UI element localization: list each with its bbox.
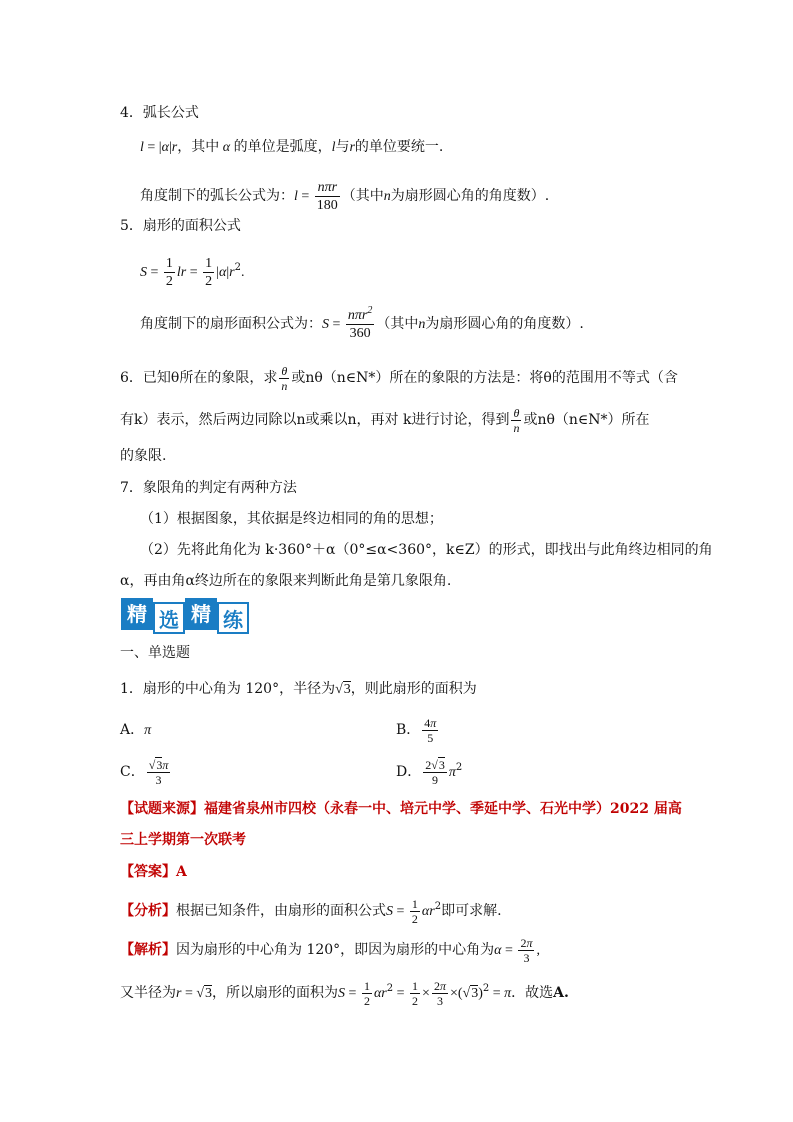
option-b: B． $\frac{4\pi}{5}$ xyxy=(396,715,437,745)
heading-sector-area: 5．扇形的面积公式 xyxy=(120,218,241,234)
option-c: C． $\frac{√3\pi}{3}$ xyxy=(120,757,169,787)
section6-line1: 6．已知θ所在的象限，求 $\frac{\theta}{n}$ 或nθ（n∈N*）所在的象限的方法是：将θ的范围用不等式（含 xyxy=(120,363,678,393)
badge-char-4: 练 xyxy=(217,602,249,634)
analysis-line: 【分析】根据已知条件，由扇形的面积公式S = $\frac{1}{2}$ $\alpha r^2$即可求解. xyxy=(120,896,502,926)
badge-char-1: 精 xyxy=(121,598,153,630)
method-2-cont: α，再由角α终边所在的象限来判断此角是第几象限角. xyxy=(120,573,452,589)
source-line-1: 【试题来源】福建省泉州市四校（永春一中、培元中学、季延中学、石光中学）2022 届高 xyxy=(120,801,682,817)
heading-quadrant-methods: 7．象限角的判定有两种方法 xyxy=(120,480,297,496)
option-d: D． $\frac{2√3}{9}$ $\pi^2$ xyxy=(396,757,463,787)
question-1-stem: 1．扇形的中心角为 120°，半径为√3，则此扇形的面积为 xyxy=(120,681,477,697)
sector-area-degree-line: 角度制下的扇形面积公式为：S = $\frac{n\pi r^2}{360}$ （其中n为扇形圆心角的角度数）. xyxy=(140,304,584,341)
source-line-2: 三上学期第一次联考 xyxy=(120,832,246,848)
heading-arc-length: 4．弧长公式 xyxy=(120,105,199,121)
section6-line2: 有k）表示，然后两边同除以n或乘以n，再对 k进行讨论，得到 $\frac{\theta}{n}$ 或nθ（n∈N*）所在 xyxy=(120,405,650,435)
selected-practice-badge xyxy=(121,598,249,634)
badge-char-3: 精 xyxy=(185,598,217,630)
badge-char-2: 选 xyxy=(153,602,185,634)
solution-line-1: 【解析】因为扇形的中心角为 120°，即因为扇形的中心角为α = $\frac{2\pi}{3}$ , xyxy=(120,935,540,965)
arc-length-degree-line: 角度制下的弧长公式为：l = $\frac{\text{nπr}}{180}$ （其中n为扇形圆心角的角度数）. xyxy=(140,179,550,213)
arc-length-formula-line: l = |α|r，其中 α 的单位是弧度，l与r的单位要统一. xyxy=(140,139,444,155)
section-title: 一、单选题 xyxy=(120,645,190,661)
sector-area-formula-line: S = $\frac{1}{2}$ lr = $\frac{1}{2}$ $|\alpha|r^2$. xyxy=(140,255,245,289)
answer-line: 【答案】A xyxy=(120,864,187,880)
method-1: （1）根据图象，其依据是终边相同的角的思想； xyxy=(140,511,443,527)
solution-line-2: 又半径为r = √3，所以扇形的面积为S = $\frac{1}{2}$ $\alpha r^2$ = $\frac{1}{2}$ × $\frac{2\pi}{3}$ $\times(√3)^2 = \pi$．故选A. xyxy=(120,978,569,1008)
method-2: （2）先将此角化为 k·360°＋α（0°≤α<360°，k∈Z）的形式，即找出与此角终边相同的角 xyxy=(140,542,713,558)
option-a: A．π xyxy=(120,722,152,738)
section6-line3: 的象限. xyxy=(120,448,167,464)
